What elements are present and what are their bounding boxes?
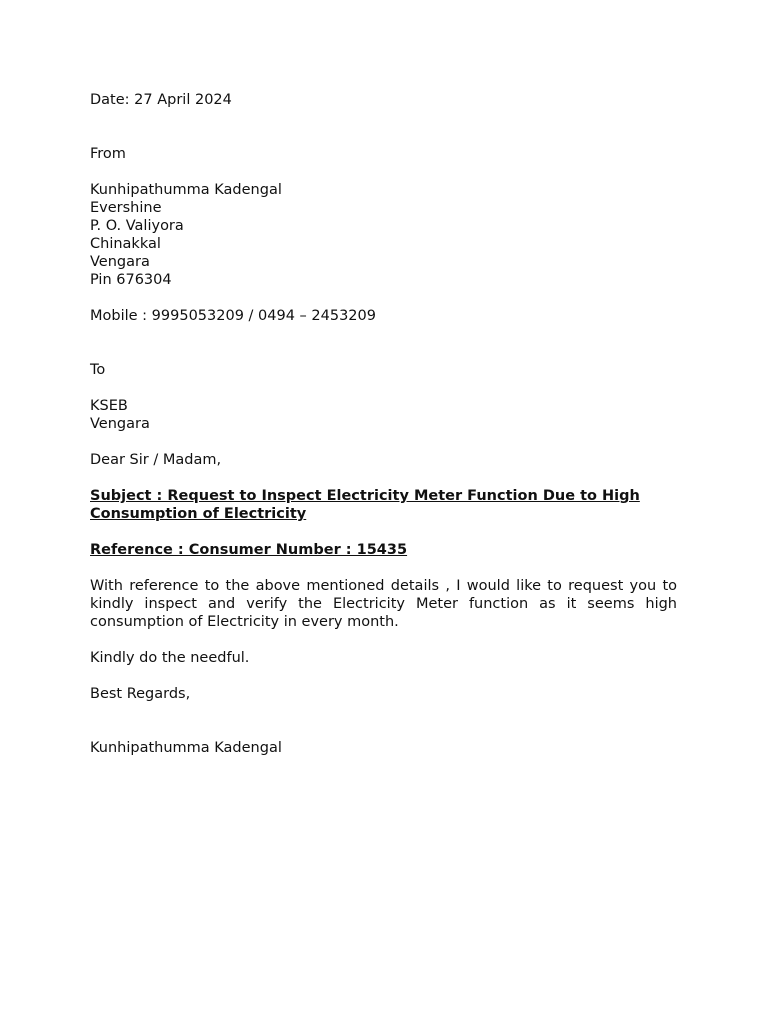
spacer — [90, 109, 677, 145]
spacer — [90, 379, 677, 397]
sender-mobile: Mobile : 9995053209 / 0494 – 2453209 — [90, 308, 376, 324]
subject-line: Subject : Request to Inspect Electricity Meter Function Due to High Consumption of Electricity — [90, 488, 640, 522]
body-paragraph: With reference to the above mentioned details , I would like to request you to kindly inspect and verify the Electricity Meter function as it seems high consumption of Electricity in every month. — [90, 578, 677, 630]
sender-address-line: Pin 676304 — [90, 272, 172, 288]
sender-address-line: Chinakkal — [90, 236, 161, 252]
sender-address-line: P. O. Valiyora — [90, 218, 184, 234]
recipient-line: Vengara — [90, 416, 150, 432]
sender-address-line: Vengara — [90, 254, 150, 270]
sign-off: Best Regards, — [90, 686, 191, 702]
spacer — [90, 559, 677, 577]
spacer — [90, 289, 677, 307]
reference-line: Reference : Consumer Number : 15435 — [90, 542, 408, 558]
spacer — [90, 433, 677, 451]
recipient-line: KSEB — [90, 398, 128, 414]
spacer — [90, 325, 677, 361]
signature-name: Kunhipathumma Kadengal — [90, 740, 282, 756]
recipient-block — [90, 397, 677, 433]
spacer — [90, 667, 677, 685]
spacer — [90, 703, 677, 739]
sender-address-line: Evershine — [90, 200, 162, 216]
letter-date: Date: 27 April 2024 — [90, 92, 232, 108]
from-label: From — [90, 146, 126, 162]
sender-block — [90, 181, 677, 289]
to-label: To — [90, 362, 106, 378]
spacer — [90, 631, 677, 649]
spacer — [90, 469, 677, 487]
spacer — [90, 163, 677, 181]
closing-request: Kindly do the needful. — [90, 650, 250, 666]
sender-name: Kunhipathumma Kadengal — [90, 182, 282, 198]
letter-page — [90, 91, 677, 757]
spacer — [90, 523, 677, 541]
salutation: Dear Sir / Madam, — [90, 452, 222, 468]
